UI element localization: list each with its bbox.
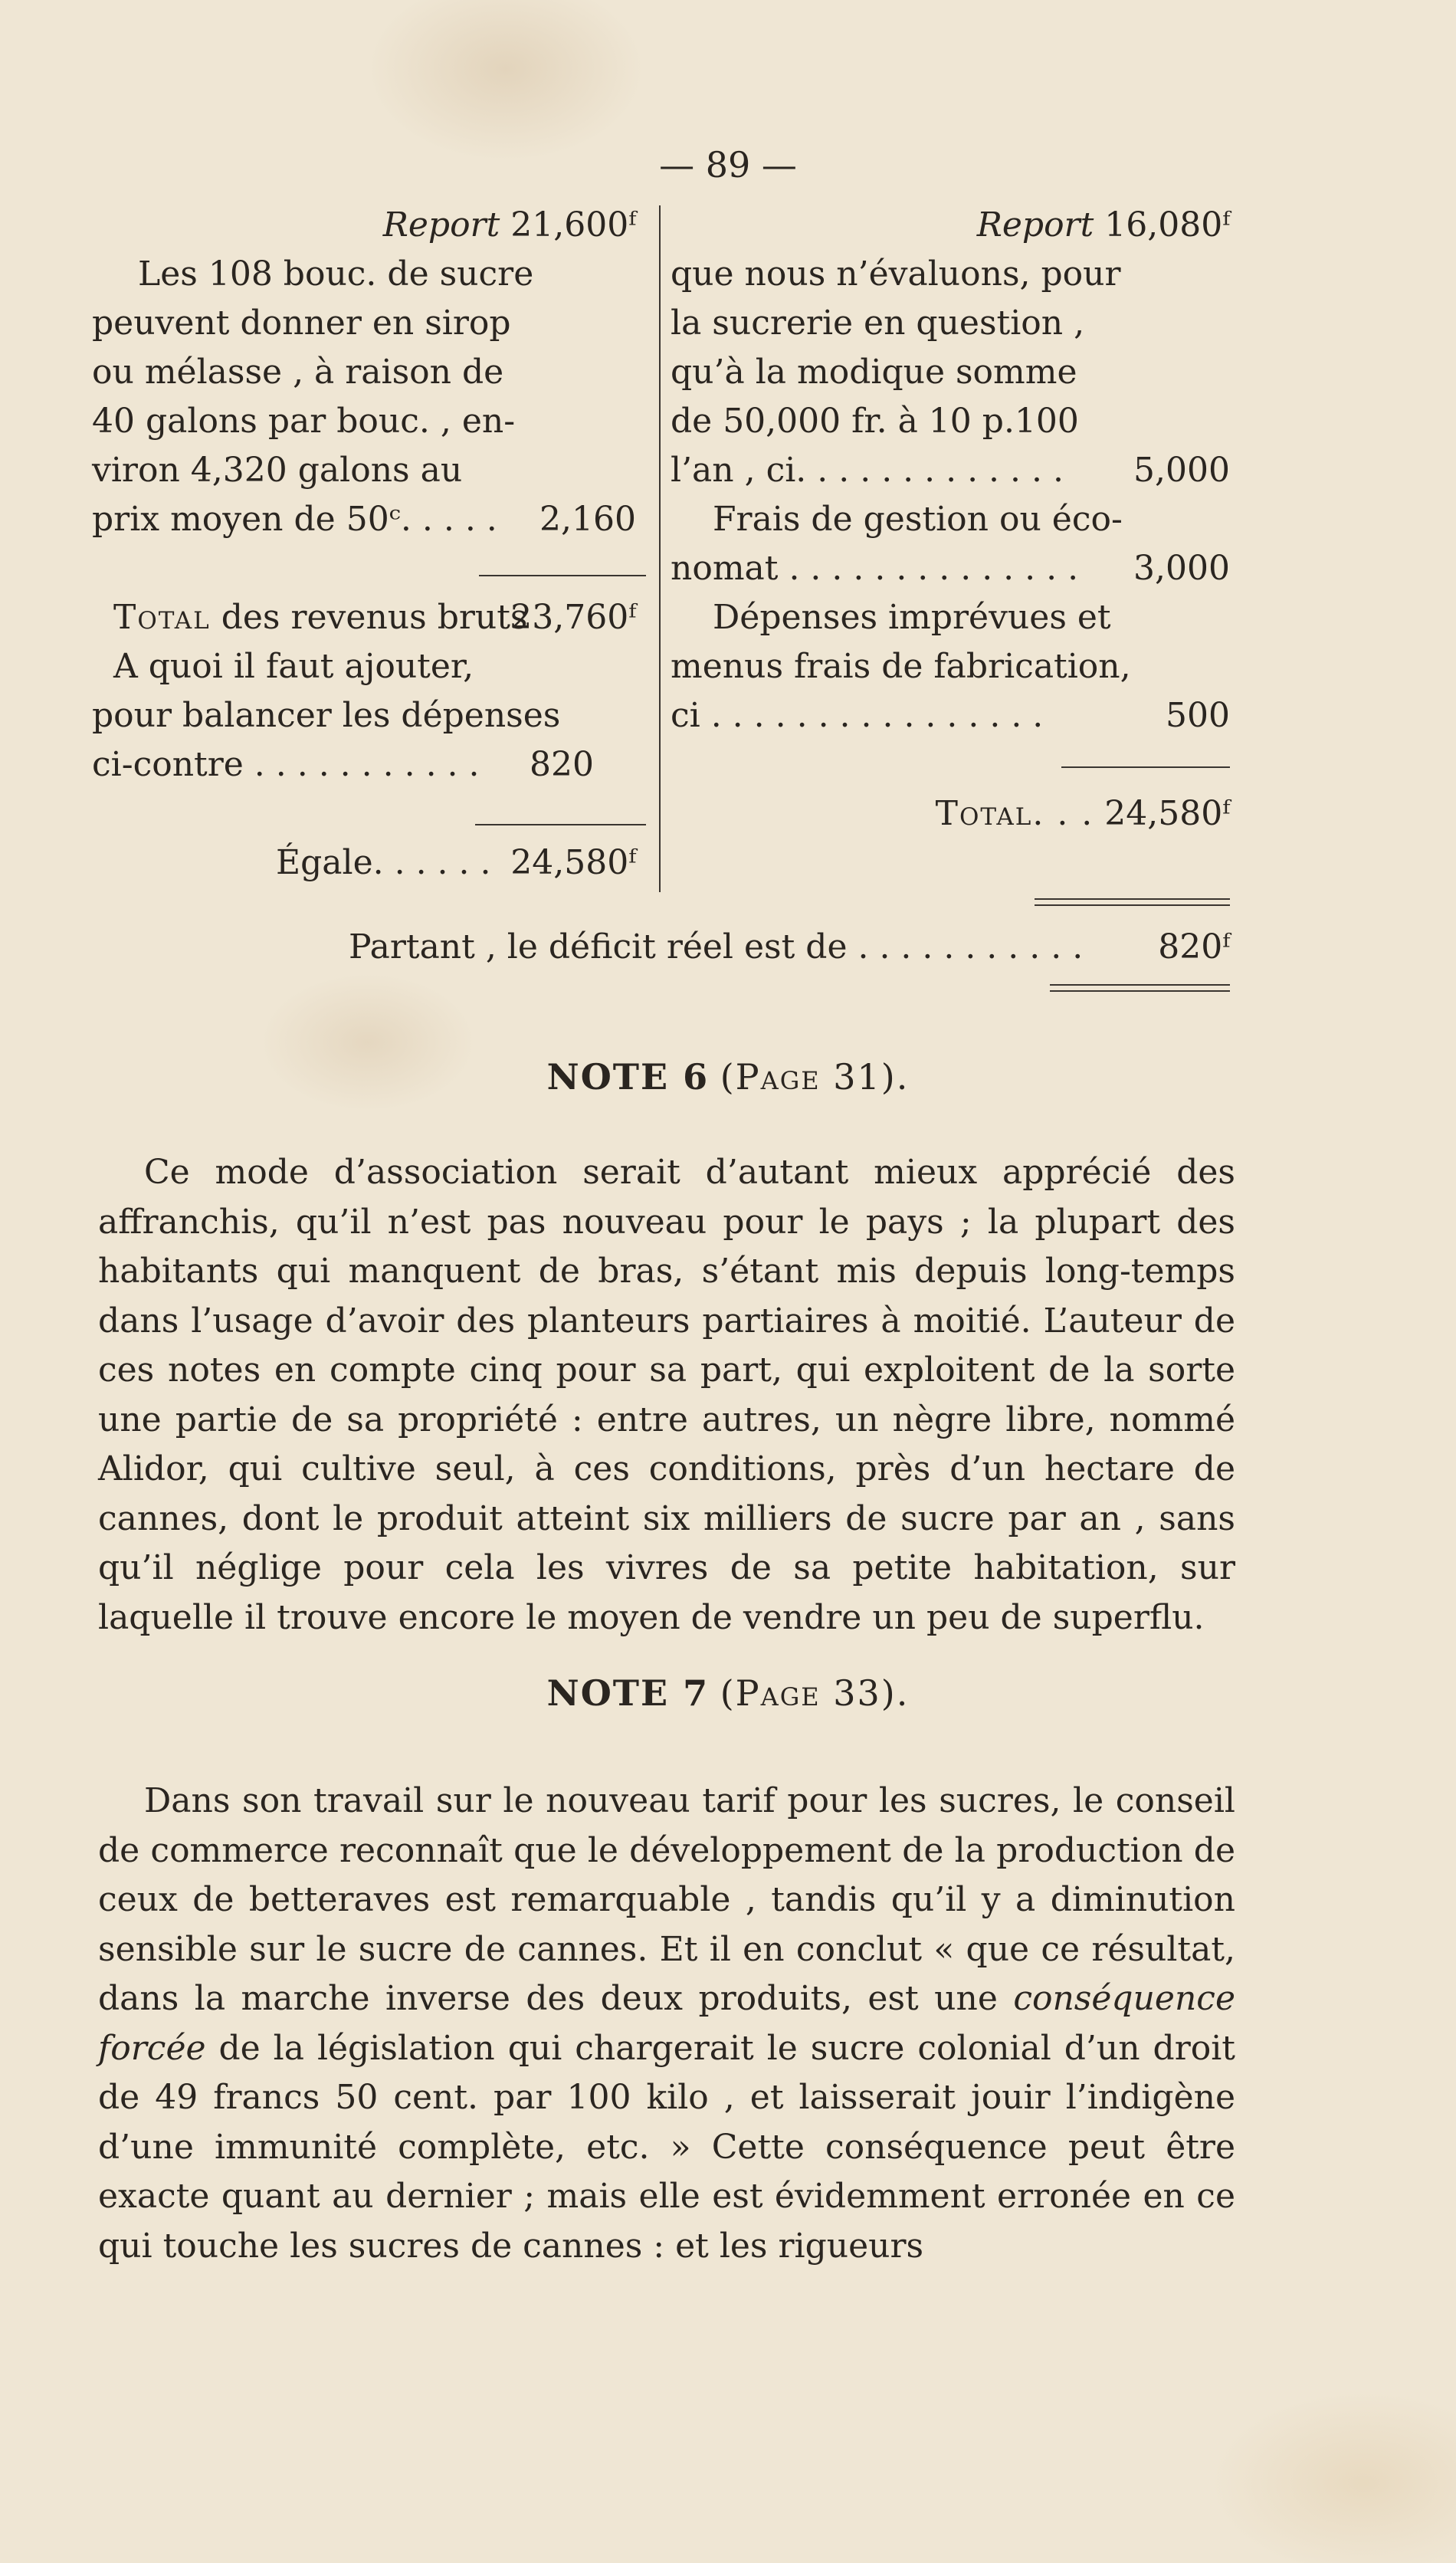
left-sum-rule — [479, 575, 646, 576]
note7-title: NOTE 7 — [546, 1672, 710, 1714]
right-text-line: que nous n’évaluons, pour — [671, 254, 1121, 294]
deficit-text: Partant , le déficit réel est de . . . . . . . . . . . — [349, 927, 1084, 966]
left-total-label: Total — [113, 598, 211, 637]
right-text-line: la sucrerie en question , — [671, 304, 1085, 343]
left-subtotal-line — [92, 495, 636, 544]
left-contre-amount: 820 — [530, 745, 594, 784]
left-total-line — [92, 593, 636, 642]
left-total-text: des revenus bruts — [210, 598, 528, 637]
note7-text-rest: de la législation qui chargerait le sucre colonial d’un droit de 49 francs 50 cent. par 100 kilo , et laisserait jouir l’indigène d’une immunité complète, etc. » Cette conséquence peut être exacte quant au dernier ; mais elle est évidemment erronée en ce qui touche les sucres de cannes : et les rigueurs — [98, 2028, 1235, 2266]
note6-title: NOTE 6 — [546, 1056, 710, 1098]
deficit-bottom-rule-1 — [1050, 984, 1230, 986]
right-sum-rule — [1061, 766, 1230, 768]
left-egale-amount: 24,580ᶠ — [510, 843, 636, 882]
deficit-line — [349, 927, 1230, 976]
note6-page-ref: (Page 31). — [720, 1056, 910, 1098]
right-nomat-amount: 3,000 — [1133, 549, 1230, 588]
right-an-amount: 5,000 — [1133, 451, 1230, 490]
left-add-line: pour balancer les dépenses — [92, 696, 561, 735]
left-add-line: A quoi il faut ajouter, — [113, 647, 474, 686]
left-report-amount: 21,600ᶠ — [510, 205, 636, 244]
right-report-label: Report — [976, 205, 1094, 244]
left-text-line: ou mélasse , à raison de — [92, 353, 504, 392]
left-egale-line — [92, 838, 636, 888]
note6-heading — [0, 1056, 1456, 1098]
note7-paragraph — [98, 1777, 1235, 2271]
right-frais-line: Frais de gestion ou éco- — [713, 500, 1123, 539]
left-contre-line — [92, 740, 636, 789]
right-text-line: qu’à la modique somme — [671, 353, 1077, 392]
right-nomat-text: nomat . . . . . . . . . . . . . . — [671, 549, 1079, 588]
right-ci-line — [671, 691, 1230, 740]
right-column — [671, 201, 1230, 838]
right-report-amount: 16,080ᶠ — [1104, 205, 1230, 244]
left-text-line: 40 galons par bouc. , en- — [92, 402, 516, 441]
left-contre-text: ci-contre . . . . . . . . . . . — [92, 745, 480, 784]
note6-text: Ce mode d’association serait d’autant mieux apprécié des affranchis, qu’il n’est pas nouveau pour le pays ; la plupart des habitants qui manquent de bras, s’étant mis depuis long-temps dans l’usage d’avoir des planteurs partiaires à moitié. L’auteur de ces notes en compte cinq pour sa part, qui exploitent de la sorte une partie de sa propriété : entre autres, un nègre libre, nommé Alidor, qui cultive seul, à ces conditions, près d’un hectare de cannes, dont le produit atteint six milliers de sucre par an , sans qu’il néglige pour cela les vivres de sa petite habitation, sur laquelle il trouve encore le moyen de vendre un peu de superflu. — [98, 1153, 1235, 1637]
right-text-line: de 50,000 fr. à 10 p.100 — [671, 402, 1079, 441]
left-egale-text: Égale. . . . . . — [276, 843, 491, 882]
note7-page-ref: (Page 33). — [720, 1672, 910, 1714]
note7-heading — [0, 1672, 1456, 1714]
right-report-line — [671, 201, 1230, 250]
note6-paragraph — [98, 1148, 1235, 1642]
left-total-rule — [475, 824, 646, 825]
right-ci-amount: 500 — [1166, 696, 1230, 735]
right-an-text: l’an , ci. . . . . . . . . . . . . — [671, 451, 1064, 490]
deficit-top-rule-2 — [1035, 904, 1230, 906]
left-last-amount: 2,160 — [539, 500, 636, 539]
left-text-line: viron 4,320 galons au — [92, 451, 463, 490]
deficit-amount: 820ᶠ — [1158, 927, 1230, 966]
right-depenses-line: Dépenses imprévues et — [713, 598, 1111, 637]
deficit-top-rule-1 — [1035, 898, 1230, 900]
column-divider — [659, 205, 661, 892]
right-nomat-line — [671, 544, 1230, 593]
deficit-bottom-rule-2 — [1050, 990, 1230, 992]
left-text-line: Les 108 bouc. de sucre — [138, 254, 534, 294]
left-column — [92, 201, 636, 888]
right-total-line — [671, 789, 1230, 838]
right-depenses-line: menus frais de fabrication, — [671, 647, 1131, 686]
right-total-amount: 24,580ᶠ — [1104, 794, 1230, 833]
left-text-line: peuvent donner en sirop — [92, 304, 511, 343]
right-total-label: Total. . . — [935, 794, 1094, 833]
note7-text-intro: Dans son travail sur le nouveau tarif pour les sucres, le conseil de commerce reconnaît que le développement de la production de ceux de betteraves est remarquable , tandis qu’il y a diminution sensible sur le sucre de cannes. Et il en conclut « que ce résultat, dans la marche inverse des deux produits, est une — [98, 1781, 1235, 2018]
left-total-amount: 23,760ᶠ — [510, 598, 636, 637]
right-ci-text: ci . . . . . . . . . . . . . . . . — [671, 696, 1044, 735]
note7-text-italic: conséquence forcée — [98, 1979, 1235, 2068]
left-last-line: prix moyen de 50ᶜ. . . . . — [92, 500, 497, 539]
left-report-line — [92, 201, 636, 250]
left-report-label: Report — [382, 205, 500, 244]
right-an-line — [671, 446, 1230, 495]
page-number: — 89 — — [659, 144, 797, 185]
